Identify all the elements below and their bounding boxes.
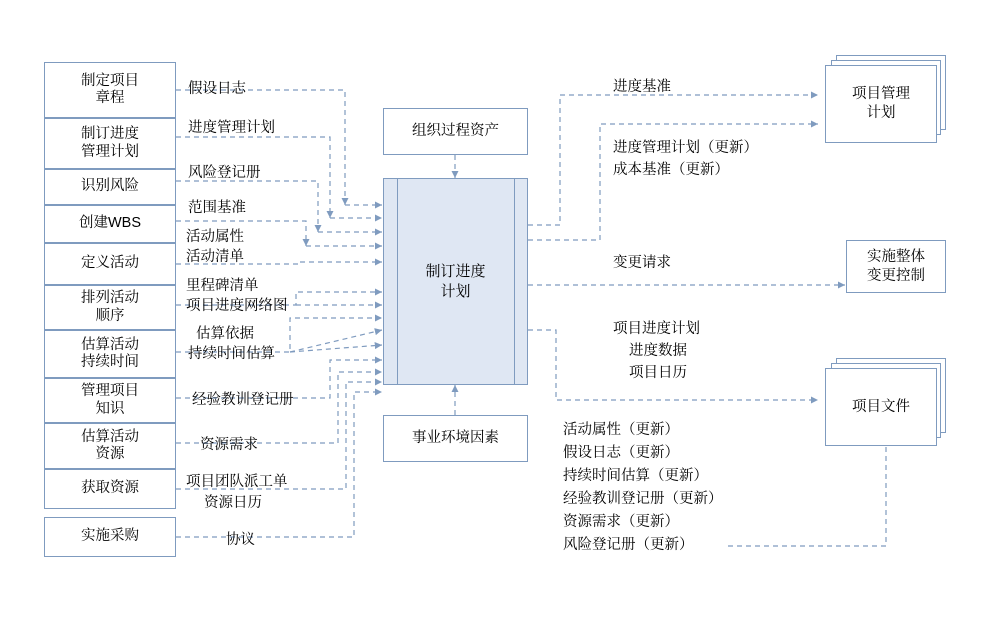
left-process-3[interactable] [44, 205, 176, 243]
enterprise-environmental-factors-box[interactable] [383, 415, 528, 462]
project-documents-doc[interactable] [825, 368, 937, 446]
left-process-5-label: 排列活动 顺序 [81, 290, 139, 324]
left-process-10[interactable] [44, 517, 176, 557]
output-label-duration-estimates-update: 持续时间估算（更新） [563, 468, 708, 484]
left-process-3-label: 创建WBS [78, 215, 142, 232]
organizational-process-assets-box[interactable] [383, 108, 528, 155]
left-process-2-label: 识别风险 [81, 178, 139, 195]
output-label-cost-baseline-update: 成本基准（更新） [613, 162, 729, 178]
project-management-plan-text: 项目管理 计划 [852, 86, 910, 121]
perform-integrated-change-control-box[interactable] [846, 240, 946, 293]
input-label-duration-estimates: 持续时间估算 [188, 346, 275, 362]
input-label-basis-of-estimates: 估算依据 [196, 326, 254, 342]
left-process-4-label: 定义活动 [81, 255, 139, 272]
output-label-project-calendar: 项目日历 [629, 365, 687, 381]
input-label-risk-register: 风险登记册 [188, 165, 261, 181]
left-process-1-label: 制订进度 管理计划 [81, 126, 139, 160]
input-label-activity-attributes: 活动属性 [186, 229, 244, 245]
left-process-0[interactable] [44, 62, 176, 118]
output-label-resource-requirements-update: 资源需求（更新） [563, 514, 679, 530]
output-label-schedule-baseline: 进度基准 [613, 79, 671, 95]
output-label-change-request: 变更请求 [613, 255, 671, 271]
output-label-activity-attributes-update: 活动属性（更新） [563, 422, 679, 438]
input-label-activity-list: 活动清单 [186, 249, 244, 265]
output-label-schedule-data: 进度数据 [629, 343, 687, 359]
project-documents-text: 项目文件 [852, 398, 910, 415]
left-process-8[interactable] [44, 423, 176, 469]
input-label-schedule-network-diagram: 项目进度网络图 [186, 298, 288, 314]
output-label-assumption-log-update: 假设日志（更新） [563, 445, 679, 461]
input-label-scope-baseline: 范围基准 [188, 200, 246, 216]
output-label-risk-register-update: 风险登记册（更新） [563, 537, 694, 553]
input-label-agreements: 协议 [226, 532, 255, 548]
project-documents-stack[interactable] [820, 358, 960, 458]
input-label-resource-calendars: 资源日历 [204, 495, 262, 511]
left-process-0-label: 制定项目 章程 [81, 72, 139, 106]
input-label-milestone-list: 里程碑清单 [186, 278, 259, 294]
left-process-8-label: 估算活动 资源 [81, 428, 139, 462]
input-label-assumption-log: 假设日志 [188, 81, 246, 97]
enterprise-environmental-factors-label: 事业环境因素 [412, 430, 499, 447]
left-process-5[interactable] [44, 285, 176, 330]
left-process-4[interactable] [44, 243, 176, 285]
organizational-process-assets-label: 组织过程资产 [412, 123, 499, 140]
output-label-lessons-learned-update: 经验教训登记册（更新） [563, 491, 723, 507]
left-process-7-label: 管理项目 知识 [81, 383, 139, 417]
input-label-lessons-learned-register: 经验教训登记册 [192, 392, 294, 408]
output-label-project-schedule: 项目进度计划 [613, 321, 700, 337]
develop-schedule-process[interactable] [383, 178, 528, 385]
left-process-6[interactable] [44, 330, 176, 378]
left-process-10-label: 实施采购 [81, 528, 139, 545]
left-process-9[interactable] [44, 469, 176, 509]
center-box-inner-line-right [514, 178, 515, 385]
develop-schedule-label: 制订进度 计划 [425, 263, 486, 300]
center-box-inner-line-left [397, 178, 398, 385]
project-management-plan-doc[interactable] [825, 65, 937, 143]
perform-integrated-change-control-label: 实施整体 变更控制 [867, 249, 925, 284]
input-label-resource-requirements: 资源需求 [200, 437, 258, 453]
left-process-9-label: 获取资源 [81, 480, 139, 497]
project-management-plan-stack[interactable] [820, 55, 960, 155]
input-label-project-team-assignments: 项目团队派工单 [186, 474, 288, 490]
left-process-7[interactable] [44, 378, 176, 423]
output-label-schedule-plan-update: 进度管理计划（更新） [613, 140, 758, 156]
left-process-1[interactable] [44, 118, 176, 169]
input-label-schedule-management-plan: 进度管理计划 [188, 120, 275, 136]
left-process-2[interactable] [44, 169, 176, 205]
left-process-6-label: 估算活动 持续时间 [81, 336, 139, 370]
